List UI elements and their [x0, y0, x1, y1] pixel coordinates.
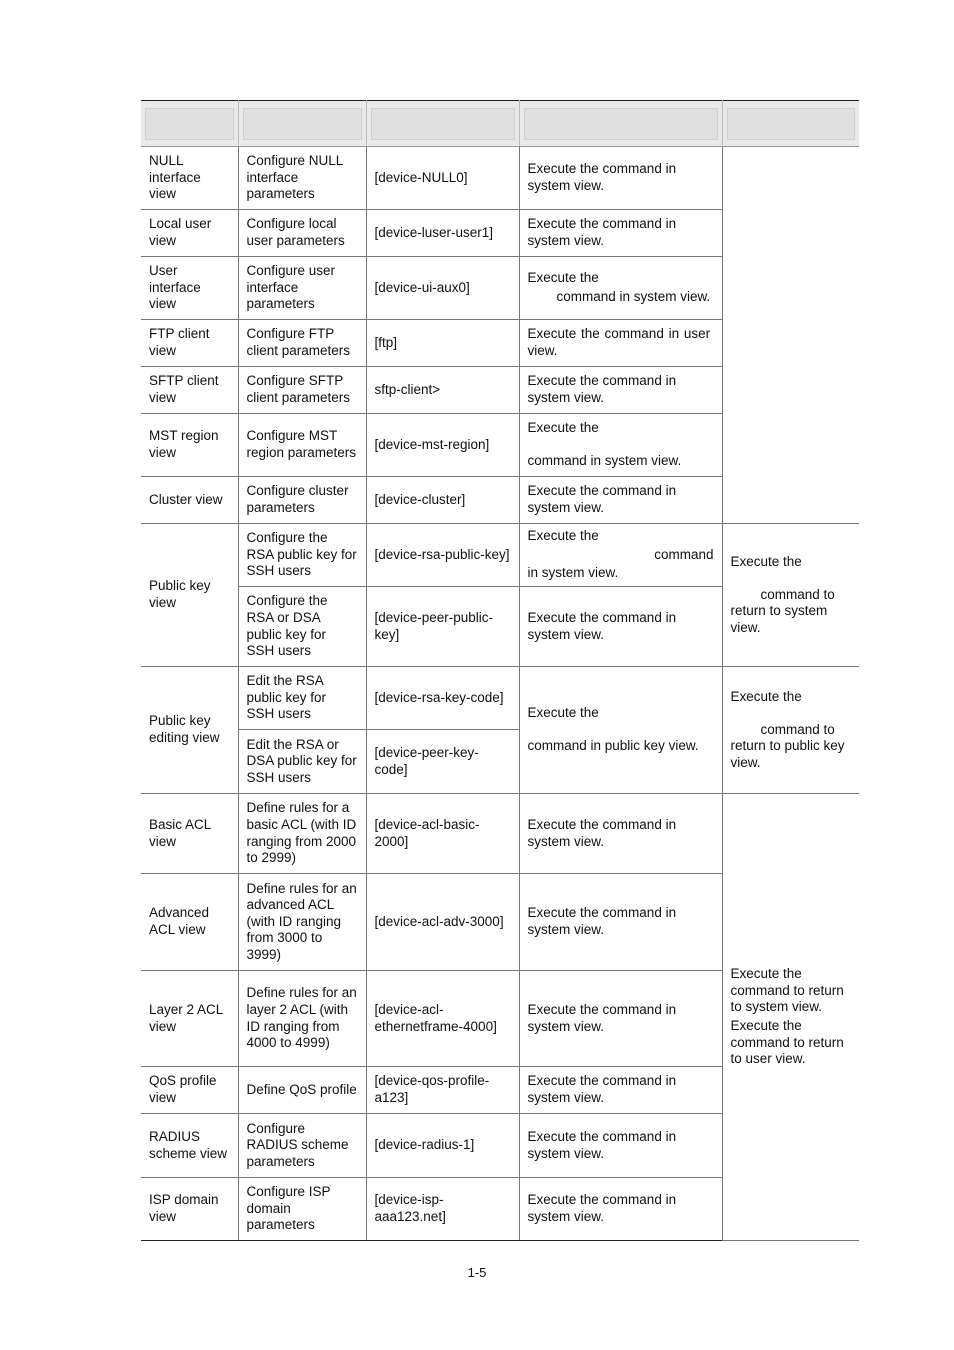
enter-method-line: in system view.	[527, 565, 619, 581]
view-prompt: [device-rsa-public-key]	[366, 524, 519, 587]
enter-method: Execute the command in system view.	[519, 147, 722, 210]
view-prompt: [device-cluster]	[366, 477, 519, 524]
view-name: Public key view	[141, 524, 238, 667]
view-prompt: [device-isp-aaa123.net]	[366, 1178, 519, 1241]
view-function: Define rules for an advanced ACL (with ID ranging from 3000 to 3999)	[238, 874, 366, 971]
view-name: Cluster view	[141, 477, 238, 524]
page-number: 1-5	[467, 1265, 487, 1280]
view-function: Configure cluster parameters	[238, 477, 366, 524]
enter-method: Execute the command in system view.	[519, 971, 722, 1067]
enter-method	[519, 257, 722, 320]
view-function: Configure MST region parameters	[238, 414, 366, 477]
view-function: Edit the RSA public key for SSH users	[238, 667, 366, 730]
table-row	[141, 524, 859, 587]
exit-method-empty	[722, 147, 859, 524]
view-function: Configure the RSA public key for SSH users	[238, 524, 366, 587]
enter-method: Execute the command in user view.	[519, 320, 722, 367]
enter-method: Execute the command in system view.	[519, 477, 722, 524]
view-prompt: [device-mst-region]	[366, 414, 519, 477]
enter-method: Execute the command in system view.	[519, 1114, 722, 1178]
exit-method	[722, 524, 859, 667]
view-prompt: [device-peer-key-code]	[366, 730, 519, 794]
view-prompt: [device-peer-public-key]	[366, 587, 519, 667]
view-prompt: [device-radius-1]	[366, 1114, 519, 1178]
view-name: MST region view	[141, 414, 238, 477]
enter-method-line: command in system view.	[556, 289, 711, 304]
table-row	[141, 147, 859, 210]
enter-method	[519, 667, 722, 794]
header-cell	[366, 101, 519, 147]
enter-method-line: Execute the	[527, 528, 599, 544]
view-function: Configure SFTP client parameters	[238, 367, 366, 414]
header-cell	[519, 101, 722, 147]
enter-method: Execute the command in system view.	[519, 367, 722, 414]
enter-method-line: command in system view.	[527, 453, 682, 469]
exit-method-line: Execute the	[730, 553, 802, 569]
view-name: Public key editing view	[141, 667, 238, 794]
view-function: Configure user interface parameters	[238, 257, 366, 320]
enter-method: Execute the command in system view.	[519, 874, 722, 971]
view-prompt: sftp-client>	[366, 367, 519, 414]
table-row	[141, 667, 859, 730]
view-name: QoS profile view	[141, 1067, 238, 1114]
exit-method-line: command to return to system view.	[730, 586, 835, 635]
exit-method	[722, 667, 859, 794]
enter-method-line: command	[654, 546, 714, 562]
view-prompt: [device-ui-aux0]	[366, 257, 519, 320]
table-row	[141, 794, 859, 874]
exit-method	[722, 794, 859, 1241]
view-name: Local user view	[141, 210, 238, 257]
enter-method: Execute the command in system view.	[519, 1067, 722, 1114]
exit-method-line: Execute the command to return to user view.	[730, 1018, 844, 1067]
enter-method	[519, 414, 722, 477]
view-name: FTP client view	[141, 320, 238, 367]
view-function: Configure local user parameters	[238, 210, 366, 257]
enter-method-line: Execute the	[527, 270, 599, 286]
view-prompt: [device-acl-ethernetframe-4000]	[366, 971, 519, 1067]
view-name: RADIUS scheme view	[141, 1114, 238, 1178]
view-function: Define rules for an layer 2 ACL (with ID ranging from 4000 to 4999)	[238, 971, 366, 1067]
view-function: Define QoS profile	[238, 1067, 366, 1114]
view-function: Configure RADIUS scheme parameters	[238, 1114, 366, 1178]
view-name: Basic ACL view	[141, 794, 238, 874]
enter-method: Execute the command in system view.	[519, 587, 722, 667]
view-name: User interface view	[141, 257, 238, 320]
view-prompt: [device-rsa-key-code]	[366, 667, 519, 730]
view-prompt: [device-qos-profile-a123]	[366, 1067, 519, 1114]
view-prompt: [ftp]	[366, 320, 519, 367]
view-prompt: [device-acl-adv-3000]	[366, 874, 519, 971]
view-name: NULL interface view	[141, 147, 238, 210]
view-prompt: [device-acl-basic-2000]	[366, 794, 519, 874]
view-name: SFTP client view	[141, 367, 238, 414]
enter-method	[519, 524, 722, 587]
header-cell	[238, 101, 366, 147]
header-cell	[141, 101, 238, 147]
view-function: Configure the RSA or DSA public key for SSH users	[238, 587, 366, 667]
enter-method: Execute the command in system view.	[519, 210, 722, 257]
view-command-table	[141, 100, 859, 1241]
exit-method-line: Execute the	[730, 688, 802, 704]
enter-method: Execute the command in system view.	[519, 794, 722, 874]
enter-method-line: Execute the	[527, 705, 599, 721]
enter-method-line: Execute the	[527, 420, 599, 436]
exit-method-line: Execute the command to return to system view.	[730, 966, 844, 1015]
view-function: Configure FTP client parameters	[238, 320, 366, 367]
header-cell	[722, 101, 859, 147]
view-function: Configure NULL interface parameters	[238, 147, 366, 210]
view-name: ISP domain view	[141, 1178, 238, 1241]
enter-method: Execute the command in system view.	[519, 1178, 722, 1241]
view-function: Edit the RSA or DSA public key for SSH users	[238, 730, 366, 794]
view-name: Advanced ACL view	[141, 874, 238, 971]
table-header-row	[141, 101, 859, 147]
view-name: Layer 2 ACL view	[141, 971, 238, 1067]
exit-method-line: command to return to public key view.	[730, 721, 845, 770]
view-prompt: [device-NULL0]	[366, 147, 519, 210]
view-function: Define rules for a basic ACL (with ID ranging from 2000 to 2999)	[238, 794, 366, 874]
view-function: Configure ISP domain parameters	[238, 1178, 366, 1241]
view-prompt: [device-luser-user1]	[366, 210, 519, 257]
enter-method-line: command in public key view.	[527, 738, 699, 754]
